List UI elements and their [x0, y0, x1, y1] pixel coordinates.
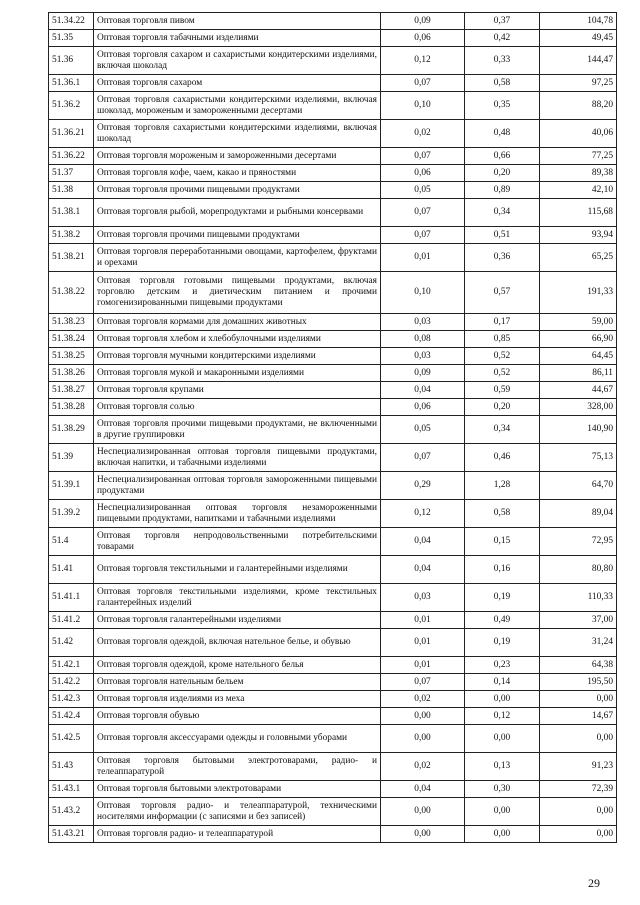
table-row — [49, 199, 617, 227]
row-value-1: 0,05 — [381, 182, 465, 199]
table-row — [49, 798, 617, 826]
row-value-2: 0,17 — [465, 314, 540, 331]
table-body — [49, 13, 617, 843]
row-value-2: 0,42 — [465, 30, 540, 47]
row-code: 51.38.2 — [49, 227, 94, 244]
row-value-2: 0,58 — [465, 500, 540, 528]
table-row — [49, 75, 617, 92]
row-code: 51.38.22 — [49, 272, 94, 314]
row-value-2: 0,89 — [465, 182, 540, 199]
row-name: Оптовая торговля сахаристыми кондитерскими изделиями, включая шоколад, мороженым и замороженными десертами — [94, 92, 381, 120]
row-value-1: 0,04 — [381, 528, 465, 556]
row-name: Оптовая торговля сахаристыми кондитерскими изделиями, включая шоколад — [94, 120, 381, 148]
row-value-2: 0,36 — [465, 244, 540, 272]
row-value-3: 115,68 — [540, 199, 617, 227]
row-value-3: 80,80 — [540, 556, 617, 584]
row-code: 51.39 — [49, 444, 94, 472]
row-name: Оптовая торговля радио- и телеаппаратурой — [94, 826, 381, 843]
row-value-3: 91,23 — [540, 753, 617, 781]
table-row — [49, 612, 617, 629]
row-code: 51.35 — [49, 30, 94, 47]
table-row — [49, 556, 617, 584]
row-code: 51.41 — [49, 556, 94, 584]
row-value-2: 0,66 — [465, 148, 540, 165]
row-value-2: 0,48 — [465, 120, 540, 148]
row-code: 51.42.3 — [49, 691, 94, 708]
row-value-2: 0,33 — [465, 47, 540, 75]
row-code: 51.36.1 — [49, 75, 94, 92]
row-value-1: 0,03 — [381, 584, 465, 612]
row-code: 51.38.26 — [49, 365, 94, 382]
table-row — [49, 182, 617, 199]
row-value-1: 0,05 — [381, 416, 465, 444]
row-value-3: 75,13 — [540, 444, 617, 472]
row-code: 51.43.2 — [49, 798, 94, 826]
row-value-1: 0,06 — [381, 399, 465, 416]
row-value-3: 37,00 — [540, 612, 617, 629]
row-value-1: 0,06 — [381, 165, 465, 182]
row-value-1: 0,09 — [381, 13, 465, 30]
row-value-1: 0,09 — [381, 365, 465, 382]
row-value-2: 0,00 — [465, 826, 540, 843]
row-name: Оптовая торговля мороженым и замороженными десертами — [94, 148, 381, 165]
row-code: 51.34.22 — [49, 13, 94, 30]
row-name: Оптовая торговля одеждой, кроме нательного белья — [94, 657, 381, 674]
row-value-3: 328,00 — [540, 399, 617, 416]
row-value-1: 0,00 — [381, 725, 465, 753]
table-row — [49, 47, 617, 75]
row-code: 51.36 — [49, 47, 94, 75]
row-value-2: 0,15 — [465, 528, 540, 556]
row-name: Оптовая торговля текстильными изделиями, кроме текстильных галантерейных изделий — [94, 584, 381, 612]
row-value-2: 0,49 — [465, 612, 540, 629]
row-value-1: 0,02 — [381, 120, 465, 148]
row-code: 51.43 — [49, 753, 94, 781]
row-value-2: 0,00 — [465, 725, 540, 753]
table-row — [49, 382, 617, 399]
row-value-2: 0,58 — [465, 75, 540, 92]
row-code: 51.42.5 — [49, 725, 94, 753]
row-value-3: 42,10 — [540, 182, 617, 199]
table-row — [49, 674, 617, 691]
row-value-2: 0,52 — [465, 348, 540, 365]
row-code: 51.39.1 — [49, 472, 94, 500]
row-value-3: 0,00 — [540, 826, 617, 843]
row-value-2: 1,28 — [465, 472, 540, 500]
table-row — [49, 13, 617, 30]
row-value-3: 64,70 — [540, 472, 617, 500]
row-code: 51.39.2 — [49, 500, 94, 528]
row-value-1: 0,01 — [381, 244, 465, 272]
row-name: Неспециализированная оптовая торговля пищевыми продуктами, включая напитки, и табачными изделиями — [94, 444, 381, 472]
row-value-3: 89,38 — [540, 165, 617, 182]
row-value-3: 77,25 — [540, 148, 617, 165]
row-value-2: 0,19 — [465, 629, 540, 657]
row-value-2: 0,13 — [465, 753, 540, 781]
row-value-3: 88,20 — [540, 92, 617, 120]
row-name: Оптовая торговля мучными кондитерскими изделиями — [94, 348, 381, 365]
row-value-1: 0,01 — [381, 657, 465, 674]
table-row — [49, 227, 617, 244]
row-code: 51.36.2 — [49, 92, 94, 120]
table-row — [49, 444, 617, 472]
row-value-3: 144,47 — [540, 47, 617, 75]
row-value-3: 64,38 — [540, 657, 617, 674]
row-value-2: 0,00 — [465, 798, 540, 826]
row-value-1: 0,10 — [381, 92, 465, 120]
table-row — [49, 629, 617, 657]
table-row — [49, 657, 617, 674]
row-value-2: 0,59 — [465, 382, 540, 399]
row-value-1: 0,00 — [381, 826, 465, 843]
row-code: 51.38.23 — [49, 314, 94, 331]
row-value-1: 0,07 — [381, 199, 465, 227]
row-code: 51.41.2 — [49, 612, 94, 629]
row-code: 51.42.4 — [49, 708, 94, 725]
table-row — [49, 244, 617, 272]
row-code: 51.43.21 — [49, 826, 94, 843]
row-value-3: 86,11 — [540, 365, 617, 382]
row-name: Оптовая торговля сахаром и сахаристыми кондитерскими изделиями, включая шоколад — [94, 47, 381, 75]
table-row — [49, 826, 617, 843]
row-name: Оптовая торговля пивом — [94, 13, 381, 30]
row-name: Оптовая торговля бытовыми электротоварами — [94, 781, 381, 798]
row-name: Неспециализированная оптовая торговля незамороженными пищевыми продуктами, напитками и табачными изделиями — [94, 500, 381, 528]
table-row — [49, 314, 617, 331]
row-name: Оптовая торговля рыбой, морепродуктами и рыбными консервами — [94, 199, 381, 227]
row-value-1: 0,12 — [381, 47, 465, 75]
row-value-2: 0,00 — [465, 691, 540, 708]
row-value-3: 104,78 — [540, 13, 617, 30]
table-row — [49, 708, 617, 725]
row-value-3: 14,67 — [540, 708, 617, 725]
row-value-1: 0,04 — [381, 382, 465, 399]
row-value-1: 0,03 — [381, 314, 465, 331]
table-row — [49, 528, 617, 556]
row-name: Оптовая торговля прочими пищевыми продуктами, не включенными в другие группировки — [94, 416, 381, 444]
row-code: 51.42.2 — [49, 674, 94, 691]
table-row — [49, 691, 617, 708]
row-value-1: 0,02 — [381, 753, 465, 781]
row-value-2: 0,23 — [465, 657, 540, 674]
row-value-1: 0,07 — [381, 75, 465, 92]
table-row — [49, 30, 617, 47]
row-value-1: 0,07 — [381, 674, 465, 691]
row-value-1: 0,01 — [381, 612, 465, 629]
row-value-1: 0,04 — [381, 781, 465, 798]
row-value-3: 72,95 — [540, 528, 617, 556]
row-value-2: 0,20 — [465, 165, 540, 182]
row-value-1: 0,10 — [381, 272, 465, 314]
row-code: 51.38.28 — [49, 399, 94, 416]
row-value-3: 31,24 — [540, 629, 617, 657]
table-row — [49, 584, 617, 612]
row-value-1: 0,01 — [381, 629, 465, 657]
row-value-2: 0,52 — [465, 365, 540, 382]
row-name: Оптовая торговля обувью — [94, 708, 381, 725]
row-value-1: 0,03 — [381, 348, 465, 365]
row-name: Оптовая торговля готовыми пищевыми продуктами, включая торговлю детским и диетическим питанием и прочими гомогенизированными пищевыми продуктами — [94, 272, 381, 314]
table-row — [49, 472, 617, 500]
row-code: 51.37 — [49, 165, 94, 182]
row-code: 51.38.21 — [49, 244, 94, 272]
row-value-3: 40,06 — [540, 120, 617, 148]
row-value-3: 0,00 — [540, 725, 617, 753]
table-row — [49, 725, 617, 753]
row-value-3: 59,00 — [540, 314, 617, 331]
row-name: Оптовая торговля мукой и макаронными изделиями — [94, 365, 381, 382]
row-code: 51.38.25 — [49, 348, 94, 365]
row-value-1: 0,12 — [381, 500, 465, 528]
row-code: 51.36.21 — [49, 120, 94, 148]
row-value-3: 49,45 — [540, 30, 617, 47]
row-name: Оптовая торговля одеждой, включая нательное белье, и обувью — [94, 629, 381, 657]
row-value-1: 0,07 — [381, 148, 465, 165]
row-name: Оптовая торговля радио- и телеаппаратурой, техническими носителями информации (с записями и без записей) — [94, 798, 381, 826]
table-row — [49, 92, 617, 120]
row-name: Оптовая торговля изделиями из меха — [94, 691, 381, 708]
row-value-2: 0,35 — [465, 92, 540, 120]
row-value-1: 0,29 — [381, 472, 465, 500]
table-row — [49, 753, 617, 781]
table-row — [49, 781, 617, 798]
row-value-3: 110,33 — [540, 584, 617, 612]
table-row — [49, 348, 617, 365]
table-row — [49, 399, 617, 416]
row-value-3: 191,33 — [540, 272, 617, 314]
row-code: 51.38 — [49, 182, 94, 199]
row-value-2: 0,12 — [465, 708, 540, 725]
row-code: 51.43.1 — [49, 781, 94, 798]
row-value-3: 72,39 — [540, 781, 617, 798]
row-value-2: 0,30 — [465, 781, 540, 798]
row-value-2: 0,51 — [465, 227, 540, 244]
row-code: 51.42 — [49, 629, 94, 657]
row-name: Оптовая торговля переработанными овощами, картофелем, фруктами и орехами — [94, 244, 381, 272]
row-value-3: 93,94 — [540, 227, 617, 244]
row-value-3: 0,00 — [540, 691, 617, 708]
row-value-2: 0,34 — [465, 416, 540, 444]
row-value-2: 0,20 — [465, 399, 540, 416]
row-value-3: 44,67 — [540, 382, 617, 399]
page-number: 29 — [588, 876, 600, 890]
row-value-2: 0,85 — [465, 331, 540, 348]
row-name: Оптовая торговля табачными изделиями — [94, 30, 381, 47]
table-row — [49, 272, 617, 314]
row-name: Оптовая торговля нательным бельем — [94, 674, 381, 691]
row-value-2: 0,37 — [465, 13, 540, 30]
row-code: 51.41.1 — [49, 584, 94, 612]
row-value-2: 0,14 — [465, 674, 540, 691]
row-name: Оптовая торговля хлебом и хлебобулочными изделиями — [94, 331, 381, 348]
row-code: 51.36.22 — [49, 148, 94, 165]
row-value-2: 0,16 — [465, 556, 540, 584]
row-value-1: 0,07 — [381, 444, 465, 472]
row-value-1: 0,02 — [381, 691, 465, 708]
row-value-3: 97,25 — [540, 75, 617, 92]
tariff-table — [48, 12, 617, 843]
row-value-3: 65,25 — [540, 244, 617, 272]
row-name: Оптовая торговля бытовыми электротоварами, радио- и телеаппаратурой — [94, 753, 381, 781]
row-value-1: 0,04 — [381, 556, 465, 584]
row-name: Оптовая торговля галантерейными изделиями — [94, 612, 381, 629]
table-row — [49, 165, 617, 182]
row-value-1: 0,08 — [381, 331, 465, 348]
row-name: Неспециализированная оптовая торговля замороженными пищевыми продуктами — [94, 472, 381, 500]
table-row — [49, 416, 617, 444]
row-name: Оптовая торговля крупами — [94, 382, 381, 399]
row-name: Оптовая торговля прочими пищевыми продуктами — [94, 227, 381, 244]
row-name: Оптовая торговля кормами для домашних животных — [94, 314, 381, 331]
row-name: Оптовая торговля прочими пищевыми продуктами — [94, 182, 381, 199]
row-name: Оптовая торговля непродовольственными потребительскими товарами — [94, 528, 381, 556]
row-value-3: 89,04 — [540, 500, 617, 528]
row-code: 51.38.24 — [49, 331, 94, 348]
table-row — [49, 331, 617, 348]
table-row — [49, 148, 617, 165]
row-name: Оптовая торговля солью — [94, 399, 381, 416]
row-name: Оптовая торговля аксессуарами одежды и головными уборами — [94, 725, 381, 753]
table-row — [49, 120, 617, 148]
row-value-1: 0,07 — [381, 227, 465, 244]
row-name: Оптовая торговля сахаром — [94, 75, 381, 92]
row-value-3: 140,90 — [540, 416, 617, 444]
row-value-1: 0,00 — [381, 798, 465, 826]
row-code: 51.38.29 — [49, 416, 94, 444]
row-code: 51.38.1 — [49, 199, 94, 227]
row-value-1: 0,00 — [381, 708, 465, 725]
row-value-2: 0,46 — [465, 444, 540, 472]
table-row — [49, 365, 617, 382]
table-row — [49, 500, 617, 528]
row-value-2: 0,57 — [465, 272, 540, 314]
row-value-2: 0,19 — [465, 584, 540, 612]
row-value-3: 66,90 — [540, 331, 617, 348]
row-value-3: 0,00 — [540, 798, 617, 826]
row-name: Оптовая торговля текстильными и галантерейными изделиями — [94, 556, 381, 584]
row-code: 51.4 — [49, 528, 94, 556]
row-value-2: 0,34 — [465, 199, 540, 227]
row-value-3: 195,50 — [540, 674, 617, 691]
row-value-1: 0,06 — [381, 30, 465, 47]
row-name: Оптовая торговля кофе, чаем, какао и пряностями — [94, 165, 381, 182]
row-value-3: 64,45 — [540, 348, 617, 365]
row-code: 51.38.27 — [49, 382, 94, 399]
row-code: 51.42.1 — [49, 657, 94, 674]
